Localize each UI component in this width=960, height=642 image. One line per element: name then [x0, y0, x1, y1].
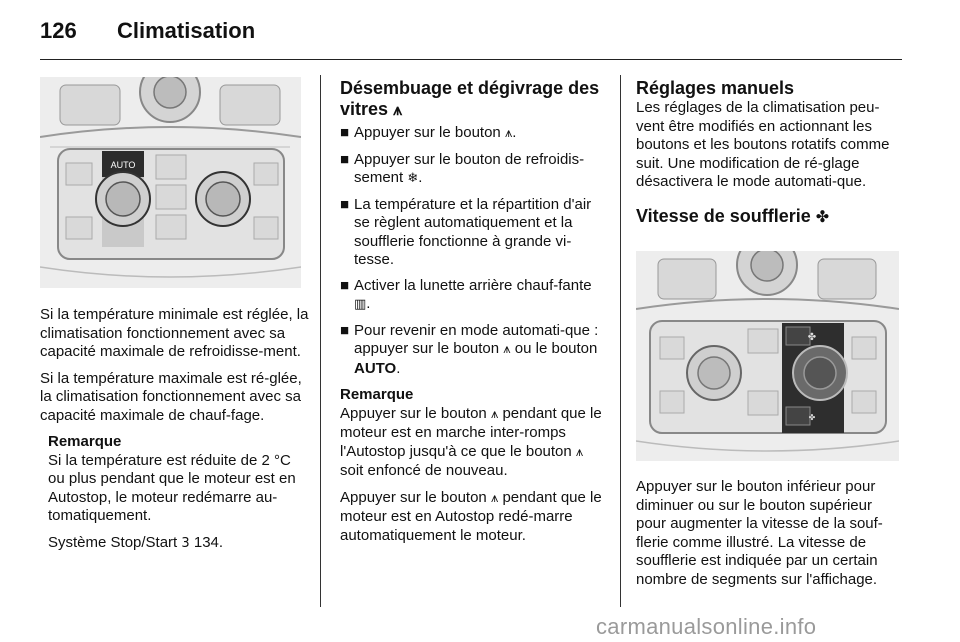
note-paragraph-1: Appuyer sur le bouton ⩚ pendant que le moteur est en marche inter-romps l'Autostop jusqu'à ce que le bouton ⩚ soit enfoncé de nouveau. [340, 404, 602, 479]
paragraph-fan-speed: Appuyer sur le bouton inférieur pour diminuer ou sur le bouton supérieur pour augmenter la vitesse de la souf-flerie comme illustré. La vitesse de soufflerie est indiquée par un certain nombre de segments sur l'affichage. [636, 478, 883, 588]
column-2-text [340, 78, 605, 553]
figure-auto-label: AUTO [110, 160, 136, 170]
note-block-1 [40, 433, 310, 553]
column-1-text [40, 306, 310, 561]
column-divider-1 [320, 75, 321, 607]
paragraph-max-temp: Si la température maximale est ré-glée, la climatisation fonctionnement avec sa capacité maximale de chauf-fage. [40, 369, 302, 424]
watermark: carmanualsonline.info [596, 614, 817, 639]
reference-arrow: 3 [181, 535, 190, 551]
fan-panel-illustration [636, 251, 899, 461]
reference-page: 134. [193, 533, 224, 551]
fan-speed-figure [636, 251, 899, 461]
header-rule [40, 59, 902, 60]
defrost-windshield-icon: ⩚ [490, 490, 499, 506]
svg-text:✤: ✤ [808, 413, 816, 422]
column-3-text [636, 78, 904, 227]
paragraph-manual-settings: Les réglages de la climatisation peu-vent être modifiés en actionnant les boutons et les boutons rotatifs comme suit. Une modification de ré-glage désactivera le mode automati-que. [636, 99, 890, 190]
page-number: 126 [40, 18, 77, 43]
list-item: ■ Pour revenir en mode automati-que : appuyer sur le bouton ⩚ ou le bouton AUTO. [340, 321, 599, 377]
defrost-windshield-icon: ⩚ [575, 444, 584, 460]
defrost-windshield-icon: ⩚ [490, 406, 499, 422]
list-item: ■ Appuyer sur le bouton ⩚. [340, 124, 517, 141]
defrost-windshield-icon: ⩚ [393, 100, 403, 119]
climate-panel-illustration [40, 77, 301, 288]
defrost-steps-list [340, 124, 605, 378]
paragraph-min-temp: Si la température minimale est réglée, la climatisation fonctionnement avec sa capacité maximale de refroidisse-ment. [40, 306, 309, 360]
column-divider-2 [620, 75, 621, 607]
section-heading-defrost: Désembuage et dégivrage des vitres ⩚ [340, 78, 600, 119]
rear-window-heat-icon: ▥ [354, 297, 367, 312]
column-3-lower-text [636, 478, 904, 597]
cross-reference [48, 534, 310, 554]
section-heading-manual: Réglages manuels [636, 78, 795, 98]
note-title: Remarque [340, 386, 414, 403]
reference-text: Système Stop/Start [48, 533, 178, 551]
list-item: ■ Appuyer sur le bouton de refroidis-sement ❄. [340, 150, 585, 186]
snowflake-ac-icon: ❄ [407, 171, 419, 186]
defrost-windshield-icon: ⩚ [504, 126, 513, 141]
fan-icon: ✤ [815, 206, 830, 226]
note-title: Remarque [48, 433, 122, 450]
defrost-windshield-icon: ⩚ [503, 342, 511, 357]
page-title: Climatisation [117, 18, 256, 43]
svg-text:✤: ✤ [807, 332, 817, 343]
list-item: ■ Activer la lunette arrière chauf-fante ▥. [340, 276, 592, 312]
section-heading-fan-speed: Vitesse de soufflerie ✤ [636, 205, 830, 226]
note-paragraph-2: Appuyer sur le bouton ⩚ pendant que le moteur est en Autostop redé-marre automatiquement le moteur. [340, 488, 602, 544]
climate-panel-figure [40, 77, 301, 288]
list-item: ■ La température et la répartition d'air se règlent automatiquement et la soufflerie fonctionne à grande vi-tesse. [340, 195, 592, 268]
note-text: Si la température est réduite de 2 °C ou plus pendant que le moteur est en Autostop, le moteur redémarre au-tomatiquement. [48, 451, 296, 524]
